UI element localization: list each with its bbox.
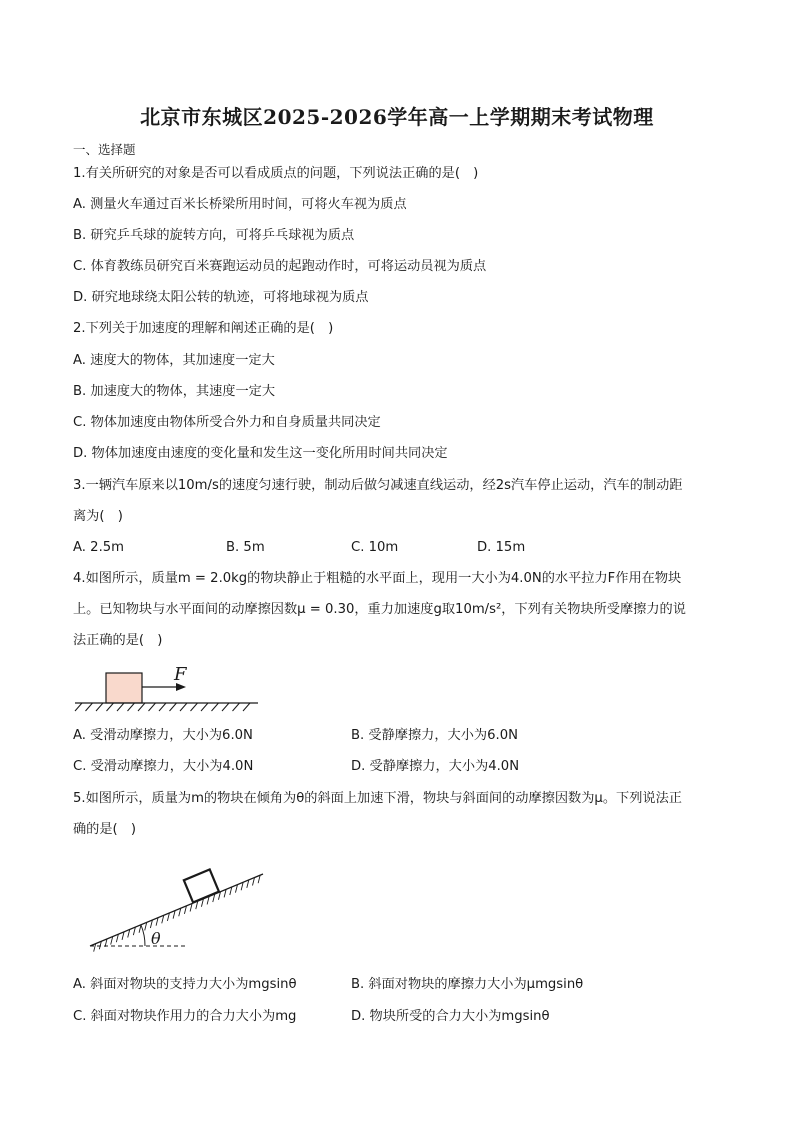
- q5-option-d[interactable]: D. 物块所受的合力大小为mgsinθ: [351, 1009, 550, 1024]
- hatch-mark: [149, 703, 156, 711]
- q5-option-b[interactable]: B. 斜面对物块的摩擦力大小为μmgsinθ: [351, 977, 584, 992]
- q3-option-a[interactable]: A. 2.5m: [73, 540, 124, 555]
- q3-option-b[interactable]: B. 5m: [226, 540, 265, 555]
- hatch-mark: [170, 703, 177, 711]
- hatch-mark: [138, 703, 145, 711]
- hatch-mark: [86, 703, 93, 711]
- q5-option-c[interactable]: C. 斜面对物块作用力的合力大小为mg: [73, 1009, 297, 1024]
- q1-option-b[interactable]: B. 研究乒乓球的旋转方向，可将乒乓球视为质点: [73, 228, 355, 243]
- q5-stem-line1: 5.如图所示，质量为m的物块在倾角为θ的斜面上加速下滑，物块与斜面间的动摩擦因数为μ。下列说法正: [73, 791, 682, 806]
- q4-force-label: F: [174, 664, 187, 685]
- hatch-mark: [233, 703, 240, 711]
- section-heading: 一、选择题: [73, 142, 136, 157]
- q4-block: [106, 673, 142, 703]
- q5-incline-diagram: [85, 862, 270, 954]
- hatch-mark: [201, 703, 208, 711]
- q1-option-d[interactable]: D. 研究地球绕太阳公转的轨迹，可将地球视为质点: [73, 290, 369, 305]
- q3-stem-line2: 离为( ): [73, 509, 123, 524]
- q4-block-diagram: [70, 660, 270, 716]
- hatch-mark: [243, 703, 250, 711]
- q5-angle-arc: [141, 925, 145, 946]
- q2-stem: 2.下列关于加速度的理解和阐述正确的是( ): [73, 321, 334, 336]
- q2-option-a[interactable]: A. 速度大的物体，其加速度一定大: [73, 353, 275, 368]
- hatch-mark: [159, 703, 166, 711]
- hatch-mark: [191, 703, 198, 711]
- q5-stem-line2: 确的是( ): [73, 822, 137, 837]
- q4-stem-line2: 上。已知物块与水平面间的动摩擦因数μ = 0.30，重力加速度g取10m/s²，下列有关物块所受摩擦力的说: [73, 602, 686, 617]
- q3-option-c[interactable]: C. 10m: [351, 540, 399, 555]
- q4-ground-hatching: [75, 703, 250, 711]
- q2-option-b[interactable]: B. 加速度大的物体，其速度一定大: [73, 384, 276, 399]
- q5-angle-label: θ: [151, 929, 161, 948]
- q2-option-d[interactable]: D. 物体加速度由速度的变化量和发生这一变化所用时间共同决定: [73, 446, 448, 461]
- hatch-mark: [117, 703, 124, 711]
- hatch-mark: [107, 703, 114, 711]
- hatch-mark: [128, 703, 135, 711]
- q4-option-d[interactable]: D. 受静摩擦力，大小为4.0N: [351, 759, 520, 774]
- hatch-mark: [96, 703, 103, 711]
- q3-option-d[interactable]: D. 15m: [477, 540, 526, 555]
- q4-stem-line3: 法正确的是( ): [73, 633, 163, 648]
- q1-stem: 1.有关所研究的对象是否可以看成质点的问题，下列说法正确的是( ): [73, 166, 479, 181]
- q2-option-c[interactable]: C. 物体加速度由物体所受合外力和自身质量共同决定: [73, 415, 381, 430]
- q5-incline-hatching: [94, 875, 260, 951]
- q1-option-c[interactable]: C. 体育教练员研究百米赛跑运动员的起跑动作时，可将运动员视为质点: [73, 259, 487, 274]
- q5-option-a[interactable]: A. 斜面对物块的支持力大小为mgsinθ: [73, 977, 297, 992]
- q4-option-b[interactable]: B. 受静摩擦力，大小为6.0N: [351, 728, 518, 743]
- q4-option-c[interactable]: C. 受滑动摩擦力，大小为4.0N: [73, 759, 254, 774]
- q3-stem-line1: 3.一辆汽车原来以10m/s的速度匀速行驶，制动后做匀减速直线运动，经2s汽车停止运动，汽车的制动距: [73, 478, 683, 493]
- hatch-mark: [75, 703, 82, 711]
- hatch-mark: [222, 703, 229, 711]
- hatch-mark: [212, 703, 219, 711]
- exam-title: 北京市东城区2025-2026学年高一上学期期末考试物理: [140, 105, 654, 129]
- hatch-mark: [180, 703, 187, 711]
- q4-option-a[interactable]: A. 受滑动摩擦力，大小为6.0N: [73, 728, 253, 743]
- q1-option-a[interactable]: A. 测量火车通过百米长桥梁所用时间，可将火车视为质点: [73, 197, 407, 212]
- q4-stem-line1: 4.如图所示，质量m = 2.0kg的物块静止于粗糙的水平面上，现用一大小为4.0N的水平拉力F作用在物块: [73, 571, 682, 586]
